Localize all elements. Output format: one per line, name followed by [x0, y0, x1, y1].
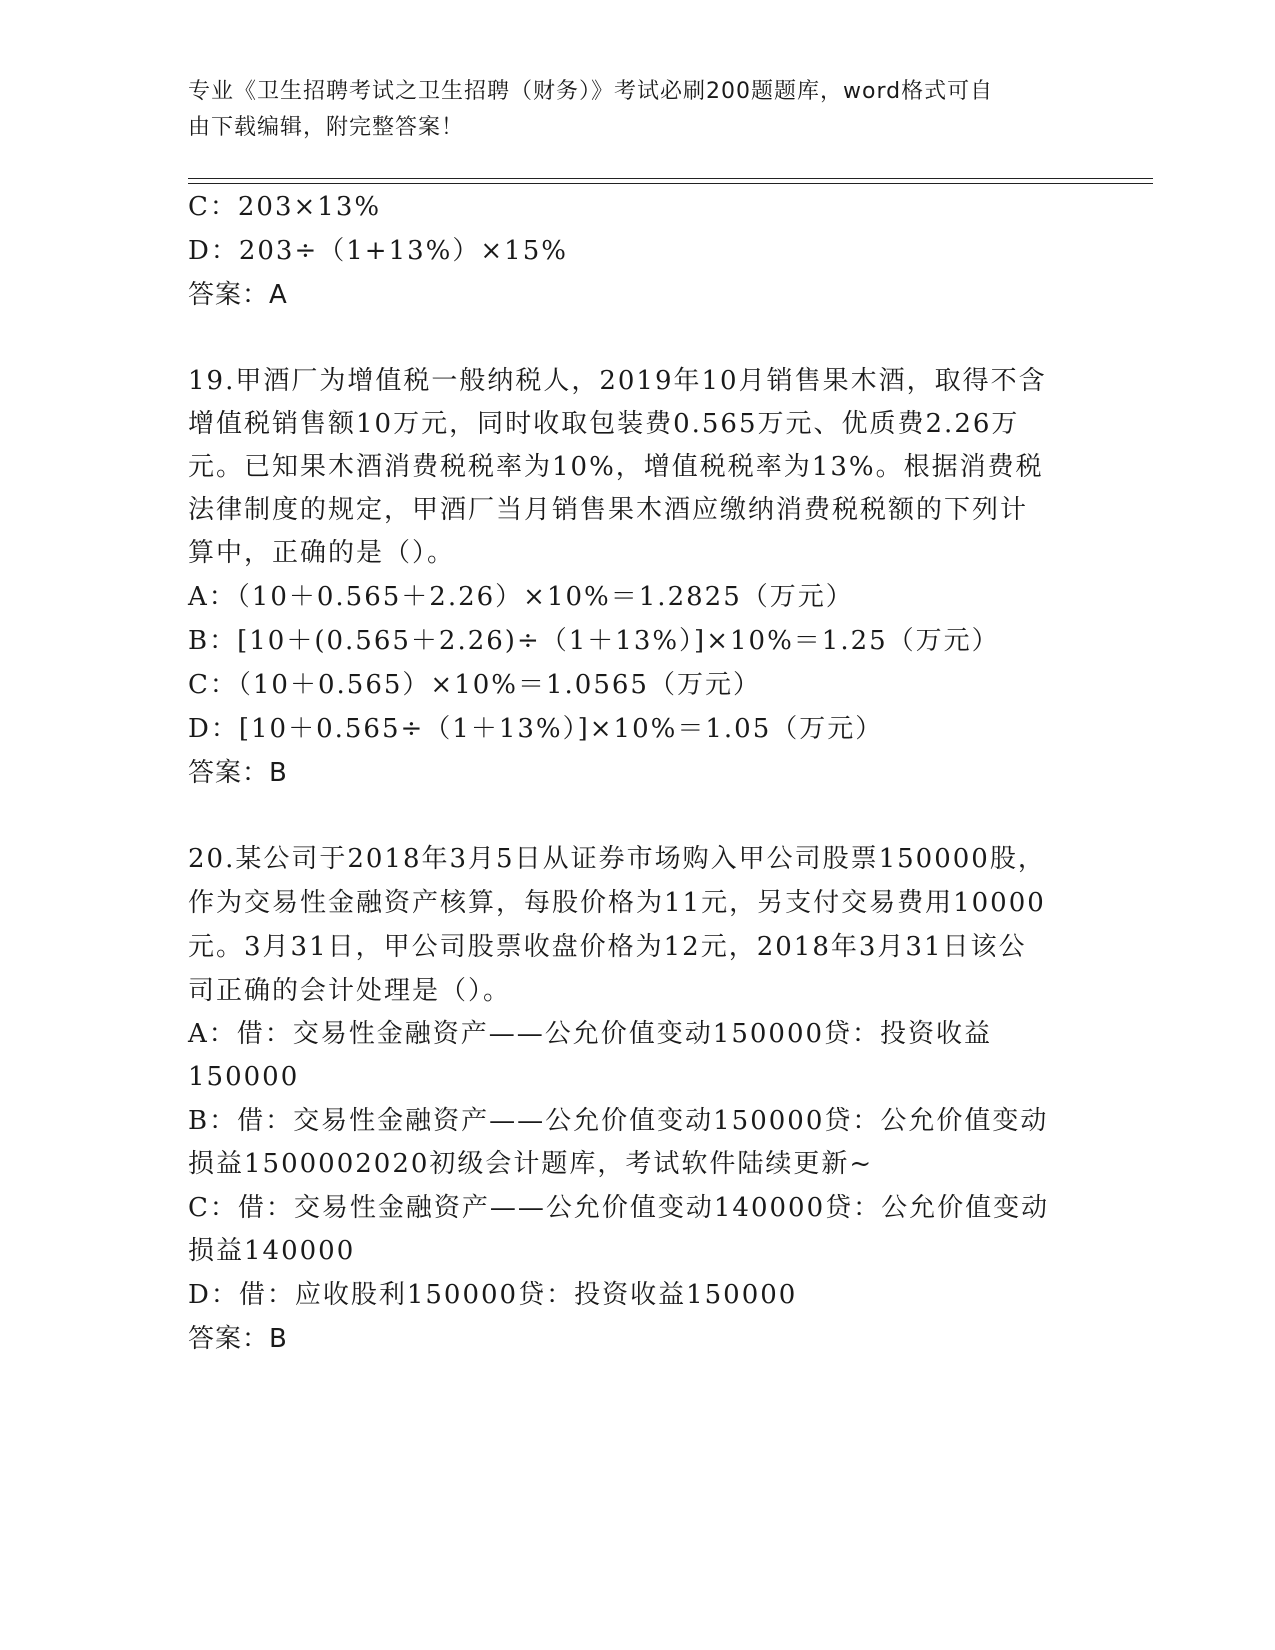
page-header	[188, 74, 1088, 146]
question-20-text: 20.某公司于2018年3月5日从证券市场购入甲公司股票150000股，	[188, 844, 1046, 874]
answer-line: 答案：A	[188, 280, 288, 310]
question-20-option-d: D：借：应收股利150000贷：投资收益150000	[188, 1280, 798, 1310]
question-20-option-c-cont: 损益140000	[188, 1236, 356, 1266]
question-19-option-a: A：（10＋0.565＋2.26）×10%＝1.2825（万元）	[188, 582, 854, 612]
question-19-text: 算中，正确的是（）。	[188, 538, 456, 568]
header-divider-bottom	[188, 183, 1153, 184]
question-20-text: 司正确的会计处理是（）。	[188, 976, 512, 1006]
question-19-option-d: D：[10＋0.565÷（1＋13%）]×10%＝1.05（万元）	[188, 714, 884, 744]
question-19-text: 元。已知果木酒消费税税率为10%，增值税税率为13%。根据消费税	[188, 452, 1044, 482]
option-c: C：203×13%	[188, 192, 382, 222]
question-19-text: 法律制度的规定，甲酒厂当月销售果木酒应缴纳消费税税额的下列计	[188, 495, 1029, 525]
question-19-option-c: C：（10＋0.565）×10%＝1.0565（万元）	[188, 670, 761, 700]
option-d: D：203÷（1+13%）×15%	[188, 236, 568, 266]
question-20-text: 作为交易性金融资产核算，每股价格为11元，另支付交易费用10000	[188, 888, 1046, 918]
question-20-option-a-cont: 150000	[188, 1062, 300, 1092]
question-20-answer: 答案：B	[188, 1324, 288, 1354]
question-20-option-b-cont: 损益1500002020初级会计题库，考试软件陆续更新~	[188, 1149, 874, 1179]
question-20-option-a: A：借：交易性金融资产——公允价值变动150000贷：投资收益	[188, 1019, 993, 1049]
header-line-1: 专业《卫生招聘考试之卫生招聘（财务）》考试必刷200题题库，word格式可自	[188, 79, 994, 104]
question-20-option-b: B：借：交易性金融资产——公允价值变动150000贷：公允价值变动	[188, 1106, 1049, 1136]
question-19-text: 19.甲酒厂为增值税一般纳税人，2019年10月销售果木酒，取得不含	[188, 366, 1047, 396]
question-19-option-b: B：[10＋(0.565＋2.26)÷（1＋13%）]×10%＝1.25（万元）	[188, 626, 1000, 656]
header-divider-top	[188, 178, 1153, 179]
question-19-text: 增值税销售额10万元，同时收取包装费0.565万元、优质费2.26万	[188, 409, 1020, 439]
header-line-2: 由下载编辑，附完整答案！	[188, 115, 465, 140]
question-20-option-c: C：借：交易性金融资产——公允价值变动140000贷：公允价值变动	[188, 1193, 1050, 1223]
question-20-text: 元。3月31日，甲公司股票收盘价格为12元，2018年3月31日该公	[188, 932, 1027, 962]
question-19-answer: 答案：B	[188, 758, 288, 788]
